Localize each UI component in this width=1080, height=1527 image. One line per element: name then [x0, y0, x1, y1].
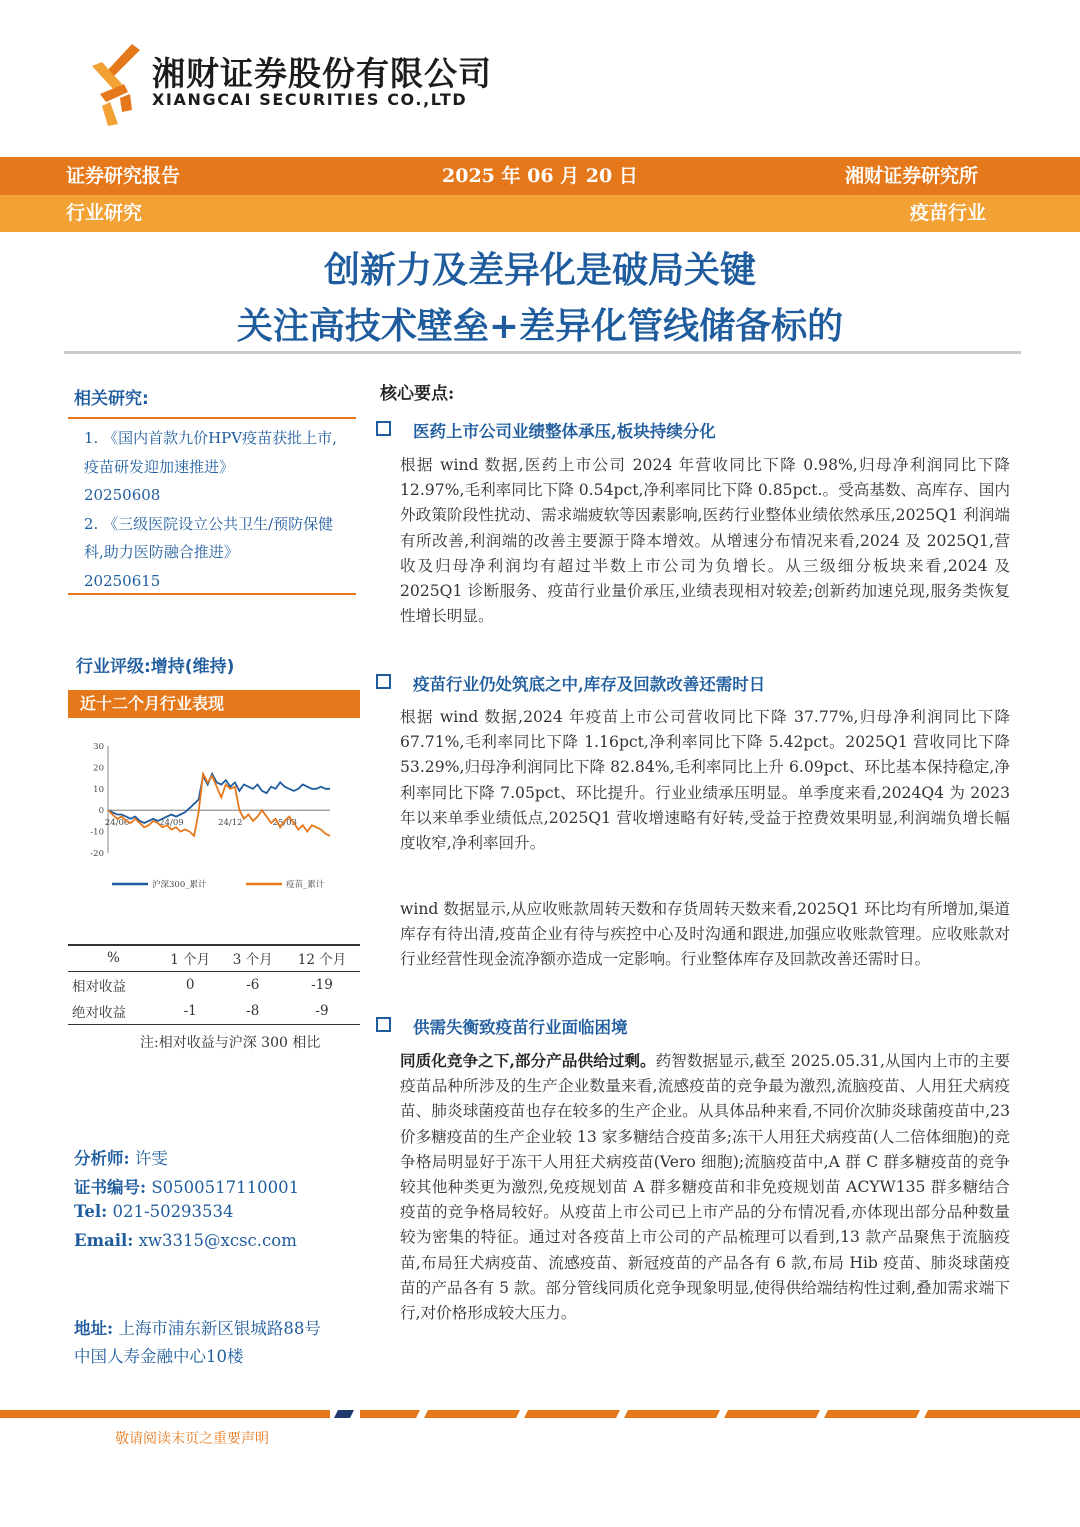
y-tick-label: 10 [93, 784, 104, 795]
section-body-2b [400, 897, 1010, 973]
tel-number: 021-50293534 [112, 1202, 234, 1221]
related-item-date: 20250608 [84, 486, 161, 504]
related-item[interactable]: 1. 《国内首款九价HPV疫苗获批上市,疫苗研发迎加速推进》 [84, 429, 337, 476]
industry-rating: 行业评级:增持(维持) [76, 657, 235, 677]
section-heading-3 [376, 1014, 628, 1038]
table-row [68, 972, 360, 999]
paragraph [400, 1048, 1010, 1326]
report-date: 2025 年 06 月 20 日 [442, 165, 638, 187]
analyst-name: 许雯 [134, 1149, 168, 1168]
y-tick-label: -10 [90, 827, 104, 838]
section-heading-1 [376, 418, 716, 442]
related-rule-top [68, 417, 356, 419]
report-title-line1: 创新力及差异化是破局关键 [323, 250, 756, 291]
address-label: 地址: [74, 1319, 114, 1338]
section-body-2 [400, 705, 1010, 856]
industry-name: 疫苗行业 [910, 202, 987, 224]
paragraph: 根据 wind 数据,医药上市公司 2024 年营收同比下降 0.98%,归母净利润同比下降 12.97%,毛利率同比下降 0.54pct,净利率同比下降 0.85pct.。受高基数、高库存、国内外政策阶段性扰动、需求端疲软等因素影响,医药行业整体业绩依然承压,2025Q1 利润端有所改善,利润端的改善主要源于降本增效。从增速分布情况来看,2024 及 2025Q1,营收及归母净利润均有超过半数上市公司为负增长。从三级细分板块来看,2024 及 2025Q1 诊断服务、疫苗行业量价承压,业绩表现相对较差;创新药加速兑现,服务类恢复性增长明显。 [400, 456, 1010, 626]
footer-divider [0, 1410, 1080, 1418]
lead-sentence: 同质化竞争之下,部分产品供给过剩。 [400, 1051, 656, 1070]
cert-number: S0500517110001 [151, 1178, 300, 1197]
section-body-3 [400, 1048, 1010, 1326]
header-band-bottom [0, 195, 1080, 232]
related-item[interactable]: 2. 《三级医院设立公共卫生/预防保健科,助力医防融合推进》 [84, 514, 334, 561]
checkbox-bullet-icon [376, 421, 391, 436]
company-name-cn: 湘财证券股份有限公司 [152, 54, 492, 93]
core-points-title: 核心要点: [380, 384, 455, 404]
y-tick-label: 30 [93, 742, 104, 752]
table-cell: -19 [311, 977, 333, 993]
y-tick-label: 0 [98, 806, 104, 817]
cert-label: 证书编号: [74, 1178, 147, 1197]
institute-name: 湘财证券研究所 [845, 165, 979, 187]
table-cell: -9 [315, 1003, 329, 1019]
x-tick-label: 24/12 [218, 818, 243, 829]
email-line [74, 1231, 297, 1250]
paragraph: 根据 wind 数据,2024 年疫苗上市公司营收同比下降 37.77%,归母净利润同比下降 67.71%,毛利率同比下降 1.16pct,净利率同比下降 5.42pct。2025Q1 营收同比下降 53.29%,归母净利润同比下降 82.84%,毛利率同比上升 6.09pct、环比基本保持稳定,净利率同比下降 7.05pct、环比提升。行业业绩承压明显。单季度来看,2024Q4 为 2023 年以来单季业绩低点,2025Q1 营收增速略有好转,受益于控费效果明显,利润端负增长幅度收窄,净利率回升。 [400, 708, 1010, 853]
company-name-en: XIANGCAI SECURITIES CO.,LTD [152, 90, 468, 109]
legend-label: 沪深300_累计 [152, 880, 207, 890]
email-label: Email: [74, 1231, 134, 1250]
legend-label: 疫苗_累计 [286, 880, 325, 890]
series-line-1 [108, 774, 330, 823]
table-cell: -6 [246, 977, 260, 993]
paragraph: wind 数据显示,从应收账款周转天数和存货周转天数来看,2025Q1 环比均有所增加,渠道库存有待出清,疫苗企业有待与疾控中心及时沟通和跟进,加强应收账款管理。应收账款对行业经营性现金流净额亦造成一定影响。行业整体库存及回款改善还需时日。 [400, 900, 1010, 969]
x-tick-label: 24/09 [159, 818, 184, 829]
table-header: 1 个月 [170, 952, 211, 968]
y-tick-label: 20 [93, 763, 104, 774]
x-tick-label: 25/03 [272, 818, 297, 829]
section-body-1 [400, 453, 1010, 629]
table-row-label: 绝对收益 [72, 1005, 126, 1021]
checkbox-bullet-icon [376, 674, 391, 689]
address-line1 [74, 1315, 321, 1339]
table-cell: -8 [246, 1003, 260, 1019]
section-heading-2 [376, 671, 765, 695]
table-header: 12 个月 [297, 952, 347, 968]
performance-table [68, 945, 360, 1025]
address-line2: 中国人寿金融中心10楼 [74, 1347, 244, 1366]
paragraph-text: 药智数据显示,截至 2025.05.31,从国内上市的主要疫苗品种所涉及的生产企业数量来看,流感疫苗的竞争最为激烈,流脑疫苗、人用狂犬病疫苗、肺炎球菌疫苗也存在较多的生产企业。从具体品种来看,不同价次肺炎球菌疫苗中,23 价多糖疫苗的生产企业较 13 家多糖结合疫苗多;冻干人用狂犬病疫苗(人二倍体细胞)的竞争格局明显好于冻干人用狂犬病疫苗(Vero 细胞);流脑疫苗中,A 群 C 群多糖疫苗的竞争较其他种类更为激烈,免疫规划苗 A 群多糖疫苗和非免疫规划苗 ACYW135 群多糖结合疫苗的竞争格局较好。从疫苗上市公司已上市产品的分布情况看,亦体现出部分品种数量较为密集的特征。通过对各疫苗上市公司的产品梳理可以看到,13 款产品聚焦于流脑疫苗,布局狂犬病疫苗、流感疫苗、新冠疫苗的产品各有 6 款,布局 Hib 疫苗、肺炎球菌疫苗的产品各有 5 款。部分管线同质化竞争现象明显,使得供给端结构性过剩,叠加需求端下行,对价格形成较大压力。 [400, 1052, 1011, 1323]
address-text: 上海市浦东新区银城路88号 [118, 1319, 321, 1338]
section-heading-text: 医药上市公司业绩整体承压,板块持续分化 [413, 422, 716, 441]
related-item-date: 20250615 [84, 571, 161, 590]
table-cell: 0 [185, 977, 195, 993]
performance-title-bar [68, 690, 360, 718]
x-tick-label: 24/06 [104, 818, 130, 829]
report-type: 证券研究报告 [66, 165, 181, 187]
tel-label: Tel: [74, 1202, 108, 1221]
tel-line [74, 1202, 234, 1221]
cert-line [74, 1174, 299, 1198]
table-note: 注:相对收益与沪深 300 相比 [140, 1035, 321, 1051]
report-category: 行业研究 [66, 202, 143, 224]
table-cell: -1 [183, 1003, 197, 1019]
related-research-title: 相关研究: [74, 389, 149, 409]
y-tick-label: -20 [90, 849, 104, 859]
header-band-top [0, 157, 1080, 195]
related-research-list [84, 424, 346, 595]
section-heading-text: 疫苗行业仍处筑底之中,库存及回款改善还需时日 [413, 675, 766, 694]
table-row [68, 998, 360, 1025]
company-logo-icon [92, 44, 142, 126]
section-heading-text: 供需失衡致疫苗行业面临困境 [413, 1018, 628, 1037]
report-title-line2: 关注高技术壁垒+差异化管线储备标的 [236, 306, 844, 347]
title-divider [64, 351, 1021, 354]
email-address[interactable]: xw3315@xcsc.com [138, 1231, 297, 1250]
disclaimer-note[interactable]: 敬请阅读末页之重要声明 [115, 1431, 269, 1447]
analyst-label: 分析师: [74, 1149, 130, 1168]
table-row-label: 相对收益 [72, 979, 126, 995]
table-header: 3 个月 [232, 952, 273, 968]
checkbox-bullet-icon [376, 1017, 391, 1032]
performance-chart [68, 732, 360, 902]
performance-title: 近十二个月行业表现 [80, 694, 225, 713]
table-header: % [107, 950, 120, 966]
related-rule-bottom [68, 593, 356, 595]
analyst-line [74, 1145, 168, 1169]
